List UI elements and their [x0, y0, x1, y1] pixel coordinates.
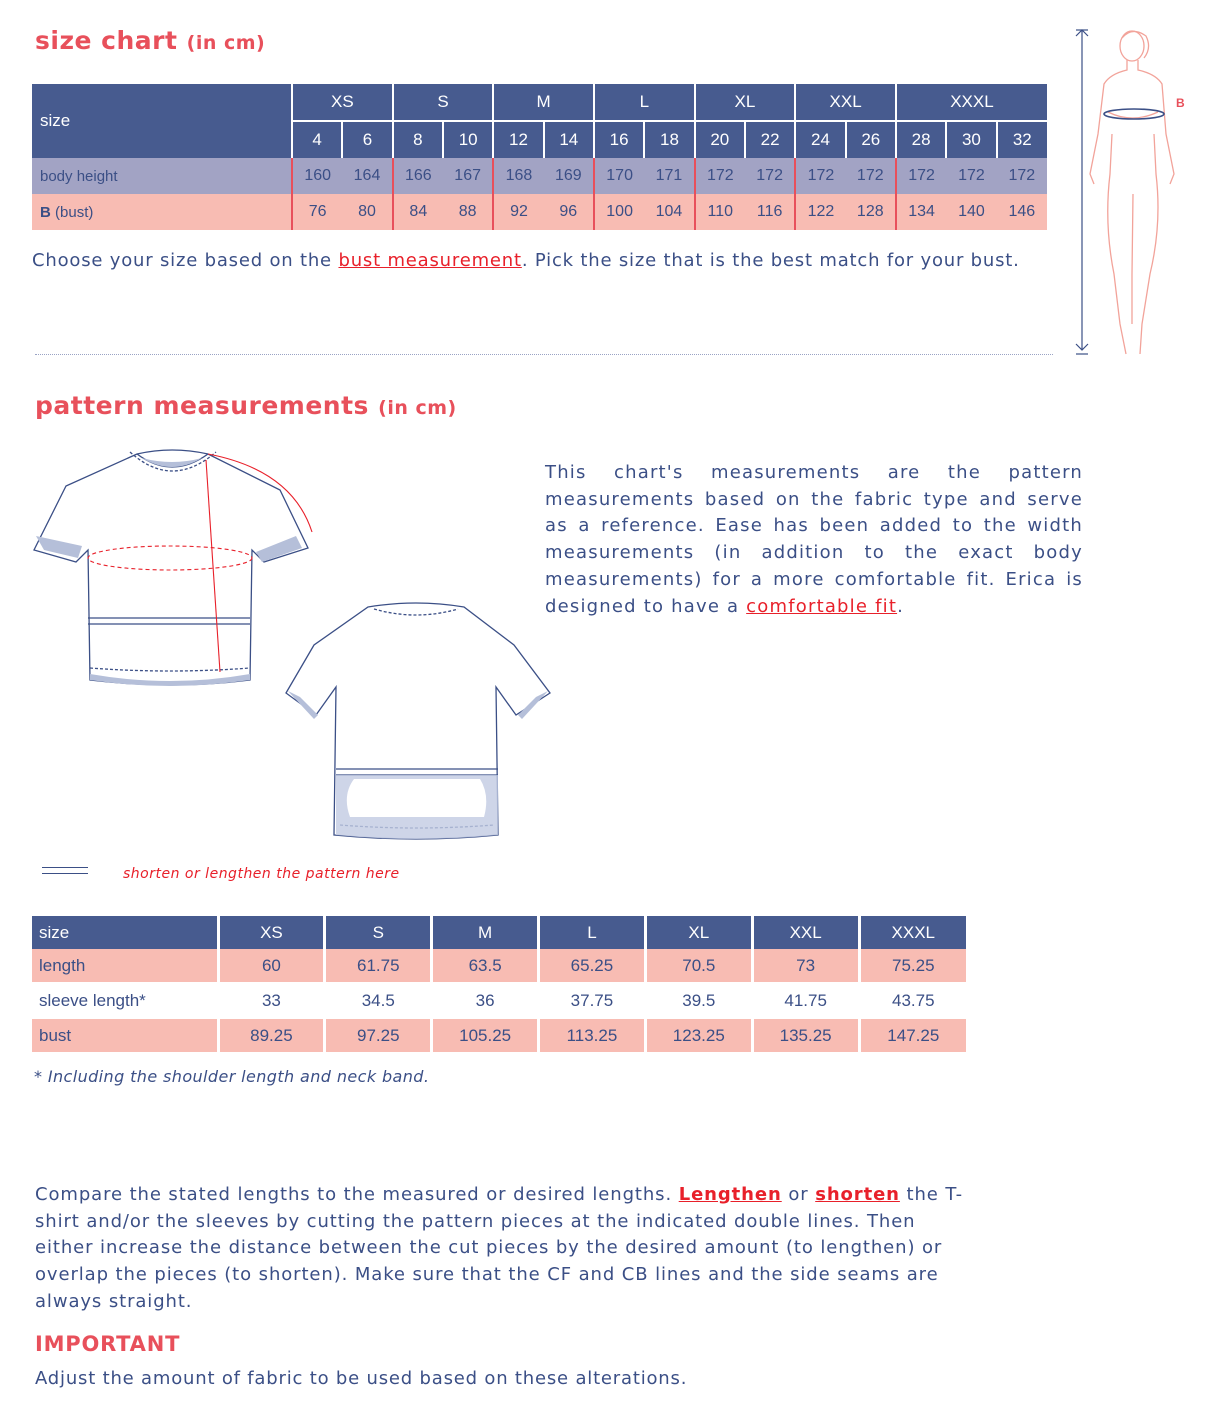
size-number: 24 [795, 121, 845, 158]
bust-value: 96 [544, 194, 594, 230]
bust-value: 140 [946, 194, 996, 230]
pattern-cell: 65.25 [539, 949, 646, 983]
body-height-value: 172 [795, 158, 845, 194]
pattern-cell: 89.25 [218, 1018, 325, 1053]
body-height-label: body height [32, 158, 292, 194]
size-number: 28 [896, 121, 946, 158]
pattern-cell: 43.75 [859, 983, 966, 1018]
size-number: 22 [745, 121, 795, 158]
bust-value: 134 [896, 194, 946, 230]
bust-value: 122 [795, 194, 845, 230]
size-number: 6 [342, 121, 392, 158]
body-height-value: 171 [644, 158, 694, 194]
important-text: Adjust the amount of fabric to be used based on these alterations. [35, 1368, 688, 1389]
pattern-cell: 113.25 [539, 1018, 646, 1053]
bust-marker-label: B [1176, 96, 1185, 110]
pattern-size-header: size [32, 916, 218, 949]
size-chart-title: size chart (in cm) [35, 26, 266, 55]
bust-value: 110 [695, 194, 745, 230]
lengthen-link[interactable]: Lengthen [678, 1184, 782, 1205]
bust-value: 146 [997, 194, 1047, 230]
pattern-row-label: length [32, 949, 218, 983]
pattern-cell: 60 [218, 949, 325, 983]
pattern-cell: 105.25 [432, 1018, 539, 1053]
important-heading: IMPORTANT [35, 1332, 181, 1356]
pattern-size-xs: XS [218, 916, 325, 949]
size-number: 20 [695, 121, 745, 158]
bust-value: 76 [292, 194, 342, 230]
pattern-cell: 70.5 [645, 949, 752, 983]
bust-label: B (bust) [32, 194, 292, 230]
pattern-cell: 39.5 [645, 983, 752, 1018]
pattern-size-xxxl: XXXL [859, 916, 966, 949]
pattern-size-m: M [432, 916, 539, 949]
pattern-cell: 147.25 [859, 1018, 966, 1053]
size-group-xxxl: XXXL [896, 84, 1047, 121]
pattern-cell: 34.5 [325, 983, 432, 1018]
pattern-size-xl: XL [645, 916, 752, 949]
pattern-measurements-table [32, 916, 966, 1054]
cut-line-legend-icon [42, 867, 88, 874]
bust-measurement-link[interactable]: bust measurement [338, 250, 522, 271]
body-height-value: 172 [997, 158, 1047, 194]
bust-value: 116 [745, 194, 795, 230]
pattern-cell: 63.5 [432, 949, 539, 983]
pattern-cell: 73 [752, 949, 859, 983]
size-number: 18 [644, 121, 694, 158]
pattern-cell: 135.25 [752, 1018, 859, 1053]
bust-value: 92 [493, 194, 543, 230]
size-number: 12 [493, 121, 543, 158]
body-height-value: 172 [745, 158, 795, 194]
bust-value: 100 [594, 194, 644, 230]
pattern-size-s: S [325, 916, 432, 949]
body-height-value: 172 [846, 158, 896, 194]
size-number: 26 [846, 121, 896, 158]
bust-value: 104 [644, 194, 694, 230]
pattern-cell: 97.25 [325, 1018, 432, 1053]
tshirt-back-illustration [284, 595, 556, 840]
body-height-value: 160 [292, 158, 342, 194]
size-number: 30 [946, 121, 996, 158]
bust-value: 84 [393, 194, 443, 230]
size-group-l: L [594, 84, 695, 121]
body-height-value: 172 [695, 158, 745, 194]
size-note: Choose your size based on the bust measurement. Pick the size that is the best match for your bust. [32, 250, 1020, 271]
pattern-cell: 36 [432, 983, 539, 1018]
pattern-description: This chart's measurements are the pattern measurements based on the fabric type and serve as a reference. Ease has been added to the width measurements (in addition to the exact body measurements) for a more comfortable fit. Erica is designed to have a comfortable fit. [545, 462, 1083, 617]
bust-value: 80 [342, 194, 392, 230]
pattern-cell: 37.75 [539, 983, 646, 1018]
size-group-s: S [393, 84, 494, 121]
section-divider [35, 354, 1053, 355]
body-figure-illustration [1070, 24, 1200, 364]
pattern-size-xxl: XXL [752, 916, 859, 949]
size-number: 16 [594, 121, 644, 158]
size-number: 32 [997, 121, 1047, 158]
size-number: 14 [544, 121, 594, 158]
body-height-value: 169 [544, 158, 594, 194]
instructions-paragraph: Compare the stated lengths to the measured or desired lengths. Lengthen or shorten the T-shirt and/or the sleeves by cutting the pattern pieces at the indicated double lines. Then either increase the distance between the cut pieces by the desired amount (to lengthen) or overlap the pieces (to shorten). Make sure that the CF and CB lines and the side seams are always straight. [35, 1184, 964, 1312]
pattern-row-label: bust [32, 1018, 218, 1053]
pattern-cell: 75.25 [859, 949, 966, 983]
size-number: 8 [393, 121, 443, 158]
pattern-title: pattern measurements (in cm) [35, 391, 457, 420]
size-group-xxl: XXL [795, 84, 896, 121]
pattern-cell: 123.25 [645, 1018, 752, 1053]
body-height-value: 172 [946, 158, 996, 194]
size-group-xl: XL [695, 84, 796, 121]
pattern-row-label: sleeve length* [32, 983, 218, 1018]
comfortable-fit-link[interactable]: comfortable fit [746, 595, 898, 617]
legend-text: shorten or lengthen the pattern here [123, 866, 400, 882]
size-chart-table [32, 84, 1047, 230]
body-height-value: 168 [493, 158, 543, 194]
body-height-value: 170 [594, 158, 644, 194]
tshirt-front-illustration [30, 440, 320, 700]
bust-value: 88 [443, 194, 493, 230]
footnote: * Including the shoulder length and neck band. [34, 1067, 430, 1086]
pattern-size-l: L [539, 916, 646, 949]
size-header: size [32, 84, 292, 158]
bust-value: 128 [846, 194, 896, 230]
body-height-value: 172 [896, 158, 946, 194]
body-height-value: 167 [443, 158, 493, 194]
size-group-xs: XS [292, 84, 393, 121]
body-height-value: 166 [393, 158, 443, 194]
size-number: 10 [443, 121, 493, 158]
pattern-cell: 61.75 [325, 949, 432, 983]
size-number: 4 [292, 121, 342, 158]
body-height-value: 164 [342, 158, 392, 194]
pattern-cell: 41.75 [752, 983, 859, 1018]
pattern-cell: 33 [218, 983, 325, 1018]
size-group-m: M [493, 84, 594, 121]
shorten-link[interactable]: shorten [815, 1184, 900, 1205]
